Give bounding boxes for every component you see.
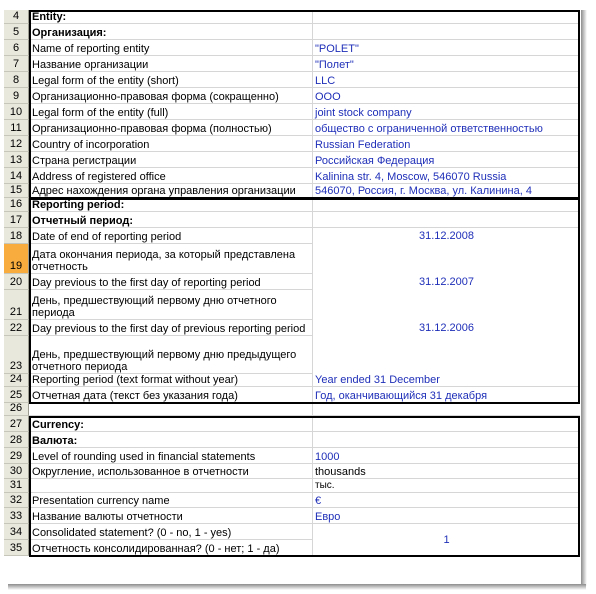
cell-label[interactable]: Валюта: — [32, 435, 78, 447]
cell-label[interactable]: Отчетный период: — [32, 215, 134, 227]
cell-value[interactable] — [312, 403, 580, 416]
cell-value[interactable]: 31.12.2007 — [312, 274, 580, 320]
row-header[interactable]: 29 — [4, 448, 29, 464]
row-header[interactable]: 33 — [4, 508, 29, 524]
cell-value[interactable]: 31.12.2006 — [312, 320, 580, 374]
row-header[interactable]: 22 — [4, 320, 29, 336]
row-header[interactable]: 6 — [4, 40, 29, 56]
cell-value[interactable]: 1000 — [315, 451, 340, 463]
cell-value[interactable]: общество с ограниченной ответственностью — [315, 123, 543, 135]
row-header[interactable]: 26 — [4, 403, 29, 416]
cell-label[interactable]: Reporting period: — [32, 199, 125, 211]
row-header[interactable]: 13 — [4, 152, 29, 168]
cell-label[interactable]: День, предшествующий первому дню предыдущего отчетного периода — [32, 349, 297, 373]
row-header[interactable]: 14 — [4, 168, 29, 184]
cell-value[interactable]: Евро — [315, 511, 341, 523]
cell-label[interactable]: Country of incorporation — [32, 139, 150, 151]
cell-value[interactable] — [312, 10, 580, 24]
window-shadow-right — [581, 10, 587, 586]
cell-label[interactable]: Name of reporting entity — [32, 43, 150, 55]
row-header[interactable]: 19 — [4, 244, 29, 274]
cell-value[interactable]: joint stock company — [315, 107, 412, 119]
row-header[interactable]: 11 — [4, 120, 29, 136]
cell-label[interactable]: Consolidated statement? (0 - no, 1 - yes) — [32, 527, 232, 539]
row-header[interactable]: 32 — [4, 493, 29, 508]
cell-value[interactable]: 31.12.2008 — [312, 228, 580, 274]
cell-label[interactable]: Date of end of reporting period — [32, 231, 182, 243]
cell-label[interactable]: Address of registered office — [32, 171, 166, 183]
cell-value[interactable]: thousands — [315, 466, 366, 478]
row-header[interactable]: 10 — [4, 104, 29, 120]
cell-value[interactable] — [312, 432, 580, 448]
row-header[interactable]: 7 — [4, 56, 29, 72]
cell-label[interactable]: Адрес нахождения органа управления организации — [32, 185, 296, 197]
cell-label[interactable]: Организационно-правовая форма (сокращенно) — [32, 91, 279, 103]
row-header[interactable]: 34 — [4, 524, 29, 540]
row-header[interactable]: 4 — [4, 10, 29, 24]
cell-value[interactable] — [312, 24, 580, 40]
row-header[interactable]: 18 — [4, 228, 29, 244]
cell-value[interactable]: LLC — [315, 75, 336, 87]
cell-value[interactable] — [312, 416, 580, 432]
cell-value[interactable]: "Полет" — [315, 59, 354, 71]
row-header[interactable]: 20 — [4, 274, 29, 290]
row-header[interactable]: 9 — [4, 88, 29, 104]
row-header[interactable]: 31 — [4, 479, 29, 493]
cell-value[interactable] — [312, 212, 580, 228]
row-header[interactable]: 16 — [4, 198, 29, 212]
cell-label[interactable]: Название валюты отчетности — [32, 511, 183, 523]
cell-label[interactable]: Presentation currency name — [32, 495, 170, 507]
row-header[interactable]: 21 — [4, 290, 29, 320]
cell-label[interactable] — [29, 479, 312, 493]
column-divider — [312, 10, 313, 556]
cell-value[interactable]: 546070, Россия, г. Москва, ул. Калинина, 4 — [315, 185, 532, 197]
cell-value[interactable]: € — [315, 495, 322, 507]
cell-value[interactable]: "POLET" — [315, 43, 359, 55]
cell-label[interactable]: Legal form of the entity (short) — [32, 75, 179, 87]
cell-value[interactable]: ООО — [315, 91, 341, 103]
cell-label[interactable]: Level of rounding used in financial statements — [32, 451, 256, 463]
row-header[interactable]: 23 — [4, 336, 29, 374]
row-header[interactable]: 5 — [4, 24, 29, 40]
cell-label[interactable]: День, предшествующий первому дню отчетного периода — [32, 295, 277, 319]
cell-label[interactable]: Day previous to the first day of previous reporting period — [32, 323, 306, 335]
cell-label[interactable]: Округление, использованное в отчетности — [32, 466, 249, 478]
cell-value[interactable] — [312, 198, 580, 212]
row-header[interactable]: 28 — [4, 432, 29, 448]
row-header[interactable]: 17 — [4, 212, 29, 228]
row-header[interactable]: 35 — [4, 540, 29, 556]
cell-value[interactable]: 1 — [312, 524, 580, 556]
cell-label[interactable]: Отчетность консолидированная? (0 - нет; 1 - да) — [32, 543, 280, 555]
cell-value[interactable]: Год, оканчивающийся 31 декабря — [315, 390, 488, 402]
cell-value[interactable]: Kalinina str. 4, Moscow, 546070 Russia — [315, 171, 507, 183]
row-header[interactable]: 12 — [4, 136, 29, 152]
row-header[interactable]: 15 — [4, 184, 29, 198]
cell-value[interactable]: Российская Федерация — [315, 155, 435, 167]
row-header[interactable]: 30 — [4, 464, 29, 479]
cell-label[interactable]: Отчетная дата (текст без указания года) — [32, 390, 238, 402]
window-shadow-bottom — [8, 584, 586, 590]
row-header[interactable]: 8 — [4, 72, 29, 88]
cell-label[interactable]: Legal form of the entity (full) — [32, 107, 169, 119]
cell-label[interactable]: Название организации — [32, 59, 149, 71]
cell-label[interactable]: Currency: — [32, 419, 84, 431]
cell-label[interactable]: Страна регистрации — [32, 155, 137, 167]
row-header[interactable]: 25 — [4, 387, 29, 403]
cell-value[interactable]: тыс. — [315, 480, 335, 491]
cell-label[interactable]: Day previous to the first day of reporting period — [32, 277, 261, 289]
cell-value[interactable]: Year ended 31 December — [315, 374, 440, 386]
cell-label[interactable]: Дата окончания периода, за который представлена отчетность — [32, 249, 296, 273]
row-header[interactable]: 27 — [4, 416, 29, 432]
row-header[interactable]: 24 — [4, 374, 29, 387]
cell-label[interactable]: Организационно-правовая форма (полностью) — [32, 123, 272, 135]
cell-value[interactable]: Russian Federation — [315, 139, 411, 151]
cell-label[interactable]: Entity: — [32, 11, 67, 23]
cell-label[interactable]: Reporting period (text format without year) — [32, 374, 239, 386]
cell-label[interactable]: Организация: — [32, 27, 107, 39]
